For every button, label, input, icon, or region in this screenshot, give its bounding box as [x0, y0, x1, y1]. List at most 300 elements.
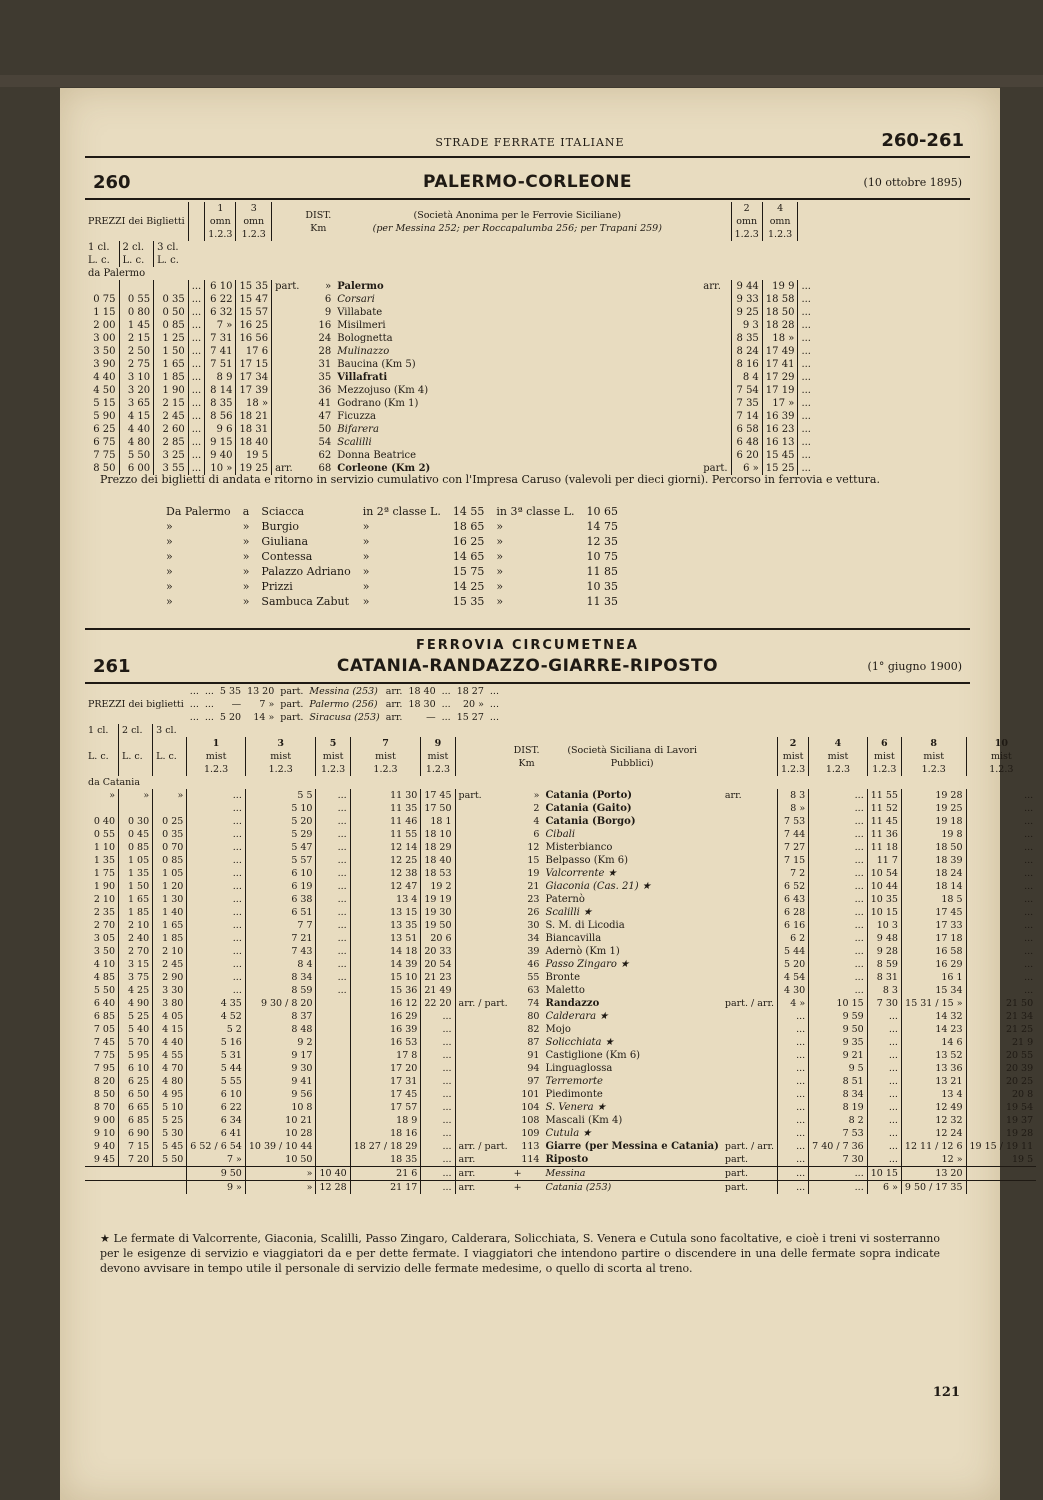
dep-arr-label [455, 841, 511, 854]
time-up-4: 8 34 [809, 1088, 868, 1101]
table-row [85, 449, 814, 462]
dep-arr-label [455, 1101, 511, 1114]
table-row [85, 1036, 1036, 1049]
time-train-4: 19 9 [762, 280, 798, 293]
time-train-1: 7 31 [205, 332, 236, 345]
time-down-9: ... [421, 1023, 455, 1036]
time-up-4: 8 51 [809, 1075, 868, 1088]
table-title: PALERMO-CORLEONE [422, 172, 633, 192]
time-down-9: 17 50 [421, 802, 455, 815]
dep-arr-label [272, 410, 303, 423]
fare-from: » [166, 595, 173, 608]
distance-km: 6 [324, 294, 332, 305]
arr-dep-label [722, 1062, 778, 1075]
fare-from: » [166, 535, 173, 548]
distance-km: 9 [324, 307, 332, 318]
arr-dep-label [722, 828, 778, 841]
conn-time: 10 40 [316, 1167, 350, 1181]
price-2nd: 7 15 [119, 1140, 153, 1153]
time-train-1: 6 10 [205, 280, 236, 293]
fare-destination: Prizzi [261, 580, 293, 593]
time-down-5 [316, 1023, 350, 1036]
time-up-10: ... [966, 958, 1036, 971]
running-page-range: 260-261 [881, 130, 964, 151]
fare-a: » [242, 595, 250, 608]
price-2nd: 3 65 [119, 397, 154, 410]
distance-km: 87 [527, 1037, 540, 1048]
price-3rd: 1 30 [153, 893, 187, 906]
dep-label: part. [280, 699, 304, 710]
price-1st: 4 85 [93, 972, 116, 983]
time-up-10: 21 25 [966, 1023, 1036, 1036]
price-3rd: 2 90 [153, 971, 187, 984]
time-down-5: ... [316, 815, 350, 828]
time-up-6: 9 48 [867, 932, 901, 945]
company-header: (Società Siciliana di Lavori Pubblici) [567, 744, 697, 769]
time-up-6: ... [867, 1088, 901, 1101]
time-train-3: 17 34 [236, 371, 272, 384]
fare-3rd-price: 10 65 [586, 505, 619, 518]
table-row [85, 293, 814, 306]
dots: ... [441, 712, 451, 723]
station-name: Belpasso (Km 6) [545, 855, 629, 866]
table-title: CATANIA-RANDAZZO-GIARRE-RIPOSTO [336, 656, 719, 676]
price-1st: 2 00 [93, 320, 116, 331]
distance-km: 47 [318, 411, 332, 422]
time-up-6: ... [867, 1140, 901, 1153]
train-kind: mist [270, 751, 292, 762]
time-down-1: 4 35 [187, 997, 246, 1010]
train-number: 3 [250, 203, 257, 214]
price-1st: 5 90 [93, 411, 116, 422]
time-up-4: ... [809, 815, 868, 828]
time-down-3: 6 38 [245, 893, 316, 906]
time-down-1: 6 10 [187, 1088, 246, 1101]
dep-arr-label [272, 397, 303, 410]
time-down-1: ... [187, 958, 246, 971]
time-up-6: 10 3 [867, 919, 901, 932]
price-3rd [154, 280, 189, 293]
distance-km: » [533, 790, 540, 801]
train-kind: mist [205, 751, 227, 762]
time-up-10: ... [966, 906, 1036, 919]
train-header-row [85, 737, 1036, 776]
time-train-2: 8 35 [731, 332, 762, 345]
distance-km: 31 [318, 359, 332, 370]
conn-time: 18 27 [456, 686, 484, 697]
time-down-5: ... [316, 880, 350, 893]
time-down-1: 4 52 [187, 1010, 246, 1023]
time-up-6: ... [867, 1049, 901, 1062]
time-up-6: ... [867, 1062, 901, 1075]
time-up-10: 20 55 [966, 1049, 1036, 1062]
time-down-1: 6 22 [187, 1101, 246, 1114]
fare-2nd-label: in 2ª classe L. [362, 505, 441, 518]
dots: ... [798, 306, 814, 319]
station-name: Donna Beatrice [337, 450, 417, 461]
price-3rd: 1 20 [153, 880, 187, 893]
price-1st: 7 95 [93, 1063, 116, 1074]
table-row [85, 410, 814, 423]
connection-mark: + [513, 1182, 522, 1193]
price-2nd: 1 45 [119, 319, 154, 332]
time-up-2: ... [777, 1114, 808, 1127]
arr-dep-label [722, 919, 778, 932]
train-classes: 1.2.3 [241, 229, 266, 240]
time-down-7: 12 47 [350, 880, 421, 893]
price-2nd: 5 25 [119, 1010, 153, 1023]
dots: ... [188, 449, 205, 462]
price-3rd: 0 85 [153, 854, 187, 867]
time-up-4: 7 40 / 7 36 [809, 1140, 868, 1153]
time-down-7: 14 18 [350, 945, 421, 958]
timetable-page [60, 88, 1034, 1500]
time-down-9: 21 49 [421, 984, 455, 997]
time-down-5: ... [316, 854, 350, 867]
distance-km: 74 [527, 998, 540, 1009]
fares-intro: Prezzo dei biglietti di andata e ritorno in servizio cumulativo con l'Impresa Caruso (valevoli per dieci giorni). Percorso in ferrovia e vettura. [100, 473, 880, 486]
conn-time: — [426, 712, 436, 723]
time-down-9: 19 50 [421, 919, 455, 932]
conn-time: 5 35 [219, 686, 242, 697]
distance-km: 113 [521, 1141, 540, 1152]
table-row [85, 945, 1036, 958]
dots: ... [798, 436, 814, 449]
price-1st: 6 40 [93, 998, 116, 1009]
price-3rd: 1 85 [153, 932, 187, 945]
time-down-3: 8 37 [245, 1010, 316, 1023]
time-train-4: 18 58 [762, 293, 798, 306]
distance-km: 16 [318, 320, 332, 331]
time-up-10: ... [966, 815, 1036, 828]
price-1st: 3 50 [93, 946, 116, 957]
table-261-rule [85, 682, 970, 684]
connection-station: Messina (253) [309, 686, 378, 697]
connection-row [187, 698, 502, 711]
time-down-3: 8 34 [245, 971, 316, 984]
price-3rd: 4 80 [153, 1075, 187, 1088]
train-classes: 1.2.3 [208, 229, 233, 240]
fare-2nd-price: 14 55 [452, 505, 485, 518]
distance-km: 94 [527, 1063, 540, 1074]
time-up-2: 7 44 [777, 828, 808, 841]
conn-time: 20 » [462, 699, 484, 710]
time-up-6: 8 3 [867, 984, 901, 997]
time-down-5 [316, 997, 350, 1010]
time-down-9: 18 29 [421, 841, 455, 854]
time-train-2: 7 35 [731, 397, 762, 410]
arr-dep-label: arr. [703, 281, 721, 292]
arr-dep-label [700, 319, 731, 332]
station-name: Misterbianco [545, 842, 613, 853]
time-down-7: 13 15 [350, 906, 421, 919]
time-up-8: 13 36 [901, 1062, 966, 1075]
distance-km: 82 [527, 1024, 540, 1035]
time-down-9: 19 2 [421, 880, 455, 893]
dep-arr-label [455, 906, 511, 919]
dots: ... [188, 462, 205, 475]
unit-header: L. c. [153, 737, 187, 776]
time-down-7: 11 46 [350, 815, 421, 828]
dots: ... [188, 332, 205, 345]
time-up-4: ... [809, 945, 868, 958]
train-9-header [421, 737, 455, 776]
distance-km: 54 [318, 437, 332, 448]
table-row [85, 384, 814, 397]
price-3rd: 3 80 [153, 997, 187, 1010]
time-down-5 [316, 1153, 350, 1167]
fare-row [160, 519, 624, 534]
arr-dep-label: part. [703, 463, 728, 474]
train-number: 10 [994, 738, 1008, 749]
time-down-3: 5 57 [245, 854, 316, 867]
timetable-260-rows [85, 280, 814, 475]
table-row [85, 1153, 1036, 1167]
dep-label: part. [280, 686, 304, 697]
fare-2nd-label: » [362, 580, 370, 593]
time-train-3: 17 6 [236, 345, 272, 358]
station-name: Godrano (Km 1) [337, 398, 419, 409]
time-train-4: 15 25 [762, 462, 798, 475]
time-up-8: 13 21 [901, 1075, 966, 1088]
connection-station: Siracusa (253) [309, 712, 380, 723]
time-train-1: 8 35 [205, 397, 236, 410]
dep-arr-label [455, 1062, 511, 1075]
arr-dep-label: part. / arr. [724, 1141, 774, 1152]
time-down-3: 10 21 [245, 1114, 316, 1127]
price-2nd: 2 75 [119, 358, 154, 371]
time-up-10: ... [966, 880, 1036, 893]
time-down-5: ... [316, 906, 350, 919]
time-train-2: 6 48 [731, 436, 762, 449]
price-2nd: 4 90 [119, 997, 153, 1010]
arr-label: arr. [385, 686, 403, 697]
dots: ... [777, 1181, 808, 1195]
price-2nd: 1 85 [119, 906, 153, 919]
time-up-6: 11 36 [867, 828, 901, 841]
price-1st: 1 75 [93, 868, 116, 879]
time-up-6: ... [867, 1153, 901, 1167]
time-down-9: 18 40 [421, 854, 455, 867]
time-train-4: 15 45 [762, 449, 798, 462]
dep-arr-label [455, 958, 511, 971]
time-down-3: 5 29 [245, 828, 316, 841]
time-down-9: ... [421, 1062, 455, 1075]
price-2nd: 3 10 [119, 371, 154, 384]
time-down-7: 15 36 [350, 984, 421, 997]
time-up-8: 19 25 [901, 802, 966, 815]
price-1st: 3 05 [93, 933, 116, 944]
price-1st: 2 35 [93, 907, 116, 918]
price-3rd: 1 50 [154, 345, 189, 358]
dep-arr-label [272, 306, 303, 319]
conn-time: 5 20 [219, 712, 242, 723]
fare-3rd-price: 10 35 [586, 580, 619, 593]
time-up-4: 7 53 [809, 1127, 868, 1140]
table-row [85, 358, 814, 371]
price-2nd: 1 05 [119, 854, 153, 867]
price-1st: » [109, 790, 116, 801]
price-2nd: 2 50 [119, 345, 154, 358]
time-train-3: 18 31 [236, 423, 272, 436]
train-number: 4 [777, 203, 784, 214]
dots: ... [421, 1181, 455, 1195]
time-down-3: 5 5 [245, 789, 316, 802]
arr-dep-label [722, 1023, 778, 1036]
dots: ... [188, 345, 205, 358]
time-down-5: ... [316, 893, 350, 906]
fare-3rd-price: 11 85 [586, 565, 619, 578]
time-train-2: 9 3 [731, 319, 762, 332]
train-number: 9 [434, 738, 442, 749]
price-2nd: 4 25 [119, 984, 153, 997]
time-train-3: 15 57 [236, 306, 272, 319]
km-label: Km [310, 222, 327, 234]
time-down-7: 18 27 / 18 29 [350, 1140, 421, 1153]
train-kind: mist [990, 751, 1012, 762]
price-1st: 1 10 [93, 842, 116, 853]
time-train-1: 7 51 [205, 358, 236, 371]
price-2nd: 6 50 [119, 1088, 153, 1101]
time-train-1: 9 15 [205, 436, 236, 449]
arr-dep-label [722, 1036, 778, 1049]
dots: ... [188, 423, 205, 436]
spacer [455, 737, 511, 776]
train-kind: omn [243, 216, 265, 227]
scan-border [0, 75, 1043, 87]
table-number: 260 [93, 172, 131, 193]
price-3rd: 0 85 [154, 319, 189, 332]
time-up-8: 17 45 [901, 906, 966, 919]
time-up-8: 12 11 / 12 6 [901, 1140, 966, 1153]
time-up-2: 7 15 [777, 854, 808, 867]
time-up-8: 14 23 [901, 1023, 966, 1036]
time-train-3: 18 40 [236, 436, 272, 449]
time-up-4: 9 5 [809, 1062, 868, 1075]
time-down-5: ... [316, 789, 350, 802]
price-3rd: 3 30 [153, 984, 187, 997]
time-up-2: ... [777, 1036, 808, 1049]
time-down-1: 7 » [187, 1153, 246, 1167]
fare-row [160, 564, 624, 579]
time-train-1: 8 9 [205, 371, 236, 384]
fare-3rd-price: 12 35 [586, 535, 619, 548]
conn-time: — [231, 699, 242, 710]
distance-header [511, 737, 543, 776]
table-row [85, 789, 1036, 802]
station-name: Baucina (Km 5) [337, 359, 416, 370]
price-2nd [119, 280, 154, 293]
time-up-10: 19 54 [966, 1101, 1036, 1114]
fare-from: Da Palermo [166, 505, 231, 518]
table-260 [85, 202, 970, 475]
time-train-1: 6 32 [205, 306, 236, 319]
time-down-5: ... [316, 971, 350, 984]
time-down-3: 5 20 [245, 815, 316, 828]
arr-dep-label [700, 449, 731, 462]
time-train-2: 7 54 [731, 384, 762, 397]
time-down-7: 17 57 [350, 1101, 421, 1114]
dots: ... [798, 449, 814, 462]
conn-time: 7 » [259, 699, 275, 710]
distance-km: 46 [527, 959, 540, 970]
price-1st [85, 802, 119, 815]
time-train-2: 9 25 [731, 306, 762, 319]
time-up-4: 7 30 [809, 1153, 868, 1167]
time-up-2: ... [777, 1075, 808, 1088]
time-train-3: 18 21 [236, 410, 272, 423]
station-name: Cibali [545, 829, 576, 840]
price-3rd: 3 55 [154, 462, 189, 475]
train-kind: mist [322, 751, 344, 762]
dots: ... [798, 293, 814, 306]
conn-time: 9 50 / 17 35 [901, 1181, 966, 1195]
fare-destination: Palazzo Adriano [261, 565, 351, 578]
fare-a: » [242, 550, 250, 563]
time-up-8: 16 58 [901, 945, 966, 958]
fare-2nd-label: » [362, 595, 370, 608]
time-down-1: ... [187, 815, 246, 828]
distance-km: 24 [318, 333, 332, 344]
time-up-2: ... [777, 1010, 808, 1023]
dots: ... [188, 319, 205, 332]
price-2nd: 0 80 [119, 306, 154, 319]
time-down-7: 13 51 [350, 932, 421, 945]
arr-dep-label [722, 971, 778, 984]
station-name: Villabate [337, 307, 383, 318]
train-number: 2 [789, 738, 797, 749]
price-2nd: 5 40 [119, 1023, 153, 1036]
dep-arr-label [455, 945, 511, 958]
time-down-9: 21 23 [421, 971, 455, 984]
price-3rd: 4 40 [153, 1036, 187, 1049]
time-train-4: 16 23 [762, 423, 798, 436]
table-261-header [85, 654, 970, 684]
table-row [85, 1127, 1036, 1140]
arr-dep-label [722, 932, 778, 945]
time-up-10: 19 28 [966, 1127, 1036, 1140]
distance-km: 2 [533, 803, 540, 814]
table-row [85, 984, 1036, 997]
arr-dep-label [722, 1010, 778, 1023]
time-down-7: 14 39 [350, 958, 421, 971]
time-down-1: ... [187, 828, 246, 841]
time-up-2: 8 » [777, 802, 808, 815]
distance-km: 36 [318, 385, 332, 396]
time-up-4: ... [809, 893, 868, 906]
time-down-1: ... [187, 867, 246, 880]
price-1st: 1 90 [93, 881, 116, 892]
conn-time: 9 50 [187, 1167, 246, 1181]
time-down-7: 16 53 [350, 1036, 421, 1049]
time-down-5 [316, 1140, 350, 1153]
time-train-2: 8 16 [731, 358, 762, 371]
running-header: STRADE FERRATE ITALIANE [435, 136, 625, 149]
arr-dep-label [700, 358, 731, 371]
price-3rd: 1 65 [154, 358, 189, 371]
time-down-5 [316, 1127, 350, 1140]
train-kind: mist [427, 751, 449, 762]
train-classes: 1.2.3 [268, 764, 293, 775]
arr-dep-label [700, 423, 731, 436]
arr-dep-label [722, 841, 778, 854]
time-train-2: 6 58 [731, 423, 762, 436]
time-down-3: 9 56 [245, 1088, 316, 1101]
dots: ... [188, 371, 205, 384]
arr-dep-label: part. / arr. [724, 998, 774, 1009]
time-down-1: 5 2 [187, 1023, 246, 1036]
time-down-9: 18 10 [421, 828, 455, 841]
